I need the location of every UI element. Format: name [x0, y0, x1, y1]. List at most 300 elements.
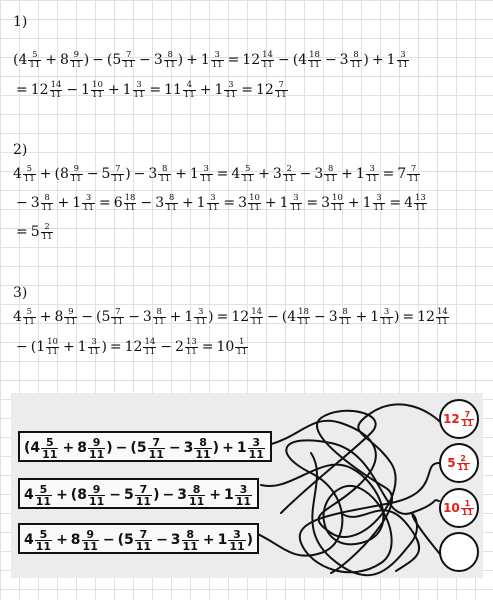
fraction — [88, 338, 101, 357]
numerator: 2 — [283, 165, 296, 175]
numerator: 8 — [182, 529, 199, 541]
math-symbol: ) — [363, 52, 369, 68]
fraction — [235, 484, 252, 507]
mixed-number-whole: 4 — [298, 52, 308, 68]
fraction — [200, 165, 213, 184]
math-operator: = — [306, 195, 319, 211]
numerator: 8 — [153, 308, 166, 318]
numerator: 3 — [200, 165, 213, 175]
mixed-number-whole: 3 — [177, 487, 187, 503]
math-operator: − — [109, 487, 121, 503]
math-symbol: ) — [153, 487, 160, 503]
mixed-number-whole: 5 — [447, 456, 456, 470]
math-operator: − — [160, 339, 173, 355]
denominator: 11 — [166, 202, 177, 213]
mixed-number-whole: 12 — [443, 412, 460, 426]
denominator: 11 — [144, 346, 156, 357]
fraction — [261, 51, 274, 70]
mixed-number-whole: 5 — [112, 52, 122, 68]
fraction — [211, 51, 224, 70]
fraction — [111, 308, 124, 327]
denominator: 11 — [200, 173, 212, 184]
denominator: 11 — [397, 59, 409, 70]
denominator: 11 — [248, 447, 264, 461]
numerator: 13 — [415, 192, 426, 203]
mixed-number-whole: 5 — [101, 166, 111, 182]
fraction — [35, 484, 52, 507]
mixed-number-whole: 3 — [170, 532, 181, 548]
mixed-number-whole: 5 — [124, 532, 134, 548]
math-symbol: ( — [130, 440, 137, 456]
mixed-number-whole: 2 — [175, 339, 184, 355]
mixed-number-whole: 8 — [54, 309, 64, 325]
fraction — [185, 338, 198, 357]
math-operator: = — [149, 82, 162, 98]
numerator: 8 — [164, 51, 177, 61]
denominator: 11 — [153, 316, 165, 327]
numerator: 9 — [70, 165, 83, 175]
math-operator: − — [133, 166, 146, 182]
denominator: 11 — [235, 494, 252, 508]
numerator: 14 — [251, 306, 263, 317]
numerator: 9 — [64, 308, 77, 318]
math-symbol: ) — [106, 440, 113, 456]
numerator: 7 — [135, 484, 152, 496]
numerator: 3 — [290, 194, 303, 204]
math-line — [13, 164, 421, 184]
math-line — [13, 80, 289, 100]
denominator: 11 — [29, 59, 41, 70]
numerator: 3 — [235, 484, 252, 496]
denominator: 11 — [195, 316, 207, 327]
fraction — [82, 529, 99, 552]
denominator: 11 — [188, 494, 205, 508]
math-operator: + — [45, 52, 57, 68]
fraction — [248, 437, 265, 460]
fraction — [82, 194, 95, 213]
math-operator: − — [140, 195, 153, 211]
fraction — [64, 308, 77, 327]
mixed-number-whole: 1 — [196, 195, 206, 211]
mixed-number-whole: 4 — [404, 195, 414, 211]
mixed-number-whole: 5 — [136, 440, 147, 456]
fraction — [182, 529, 199, 552]
numerator: 3 — [366, 165, 379, 175]
numerator: 3 — [373, 194, 386, 204]
math-operator: − — [66, 82, 79, 98]
math-operator: + — [62, 339, 75, 355]
mixed-number-whole: 1 — [386, 52, 396, 68]
denominator: 11 — [183, 89, 195, 100]
denominator: 11 — [436, 316, 448, 327]
fraction — [143, 338, 156, 357]
fraction — [133, 81, 146, 100]
fraction — [46, 338, 59, 357]
math-symbol: ( — [70, 487, 78, 503]
fraction — [70, 51, 83, 70]
fraction — [183, 81, 196, 100]
math-operator: = — [227, 52, 240, 68]
fraction — [153, 308, 166, 327]
numerator: 7 — [111, 165, 124, 175]
mixed-number-whole: 8 — [59, 166, 69, 182]
mixed-number-whole: 3 — [238, 195, 248, 211]
fraction — [207, 194, 220, 213]
math-operator: = — [389, 195, 402, 211]
mixed-number-whole: 1 — [236, 440, 247, 456]
math-symbol: ) — [212, 440, 220, 456]
math-line — [13, 307, 450, 327]
denominator: 11 — [229, 539, 245, 553]
denominator: 11 — [236, 346, 248, 357]
numerator: 18 — [309, 49, 320, 60]
mixed-number-whole: 4 — [231, 166, 241, 182]
mixed-number-whole: 4 — [18, 52, 28, 68]
fraction — [88, 437, 105, 460]
math-operator: + — [371, 52, 384, 68]
math-operator: = — [223, 195, 236, 211]
numerator: 3 — [88, 338, 101, 348]
denominator: 11 — [309, 59, 320, 70]
numerator: 3 — [211, 51, 224, 61]
denominator: 11 — [148, 447, 164, 461]
mixed-number-whole: 12 — [242, 52, 261, 68]
denominator: 11 — [182, 539, 198, 553]
denominator: 11 — [249, 202, 260, 213]
problem-number-2: 2) — [13, 142, 28, 158]
denominator: 11 — [290, 202, 302, 213]
mixed-number-whole: 3 — [321, 195, 331, 211]
denominator: 11 — [262, 59, 273, 70]
math-operator: + — [181, 195, 194, 211]
denominator: 11 — [35, 539, 52, 553]
denominator: 11 — [88, 447, 105, 461]
mixed-number-whole: 1 — [77, 339, 87, 355]
numerator: 3 — [133, 81, 146, 91]
mixed-number-whole: 1 — [189, 166, 199, 182]
fraction — [366, 165, 379, 184]
fraction — [91, 81, 104, 100]
mixed-number-whole: 11 — [164, 82, 182, 98]
math-operator: = — [382, 166, 395, 182]
math-operator: + — [222, 440, 234, 456]
numerator: 8 — [41, 194, 54, 204]
numerator: 8 — [165, 194, 178, 204]
numerator: 10 — [332, 192, 343, 203]
denominator: 11 — [35, 494, 52, 508]
denominator: 11 — [47, 346, 58, 357]
denominator: 11 — [283, 173, 295, 184]
fraction — [248, 194, 261, 213]
math-operator: − — [162, 487, 175, 503]
denominator: 11 — [275, 89, 287, 100]
answer-circle-2 — [439, 443, 479, 483]
math-symbol: ( — [106, 52, 113, 68]
denominator: 11 — [135, 539, 152, 553]
denominator: 11 — [298, 316, 309, 327]
numerator: 8 — [324, 165, 337, 175]
fraction — [350, 51, 363, 70]
fraction — [50, 81, 63, 100]
math-operator: − — [324, 52, 337, 68]
fraction — [380, 308, 393, 327]
numerator: 7 — [122, 51, 135, 61]
fraction — [35, 529, 52, 552]
denominator: 11 — [415, 202, 426, 213]
math-operator: + — [355, 309, 368, 325]
numerator: 7 — [461, 411, 474, 420]
numerator: 7 — [148, 437, 165, 449]
math-operator: − — [115, 440, 128, 456]
mixed-number-whole: 8 — [77, 440, 87, 456]
numerator: 8 — [188, 484, 205, 496]
fraction — [194, 308, 207, 327]
denominator: 11 — [350, 59, 362, 70]
numerator: 1 — [461, 500, 474, 509]
math-operator: − — [92, 52, 104, 68]
mixed-number-whole: 12 — [417, 309, 435, 325]
denominator: 11 — [185, 346, 197, 357]
mixed-number-whole: 1 — [81, 82, 91, 98]
numerator: 10 — [249, 192, 260, 203]
fraction — [88, 484, 105, 507]
fraction — [135, 529, 152, 552]
math-operator: + — [39, 166, 52, 182]
denominator: 11 — [41, 202, 53, 213]
math-symbol: ) — [208, 309, 214, 325]
numerator: 5 — [28, 51, 41, 61]
numerator: 7 — [135, 529, 152, 541]
numerator: 9 — [88, 437, 105, 449]
denominator: 11 — [41, 231, 53, 242]
math-operator: + — [56, 487, 68, 503]
numerator: 8 — [158, 165, 171, 175]
denominator: 11 — [211, 59, 223, 70]
numerator: 3 — [194, 308, 207, 318]
fraction — [283, 165, 296, 184]
fraction — [158, 165, 171, 184]
mixed-number-whole: 4 — [24, 532, 34, 548]
math-symbol: ) — [125, 166, 131, 182]
mixed-number-whole: 12 — [255, 82, 274, 98]
denominator: 11 — [251, 316, 263, 327]
mixed-number-whole: 6 — [113, 195, 123, 211]
math-symbol: ( — [13, 52, 19, 68]
mixed-number-whole: 3 — [272, 166, 282, 182]
numerator: 5 — [23, 165, 36, 175]
math-operator: = — [16, 224, 28, 240]
math-operator: = — [201, 339, 214, 355]
math-line — [13, 50, 410, 70]
math-line — [13, 193, 428, 213]
math-symbol: ( — [24, 440, 31, 456]
denominator: 11 — [195, 447, 211, 461]
math-operator: = — [241, 82, 253, 98]
denominator: 11 — [408, 173, 420, 184]
math-operator: + — [57, 195, 70, 211]
mixed-number-whole: 1 — [214, 82, 224, 98]
fraction — [235, 338, 248, 357]
math-line — [13, 222, 54, 242]
math-symbol: ) — [393, 309, 400, 325]
numerator: 3 — [397, 51, 410, 61]
math-symbol: ( — [30, 339, 37, 355]
math-operator: + — [175, 166, 187, 182]
mixed-number-whole: 8 — [70, 532, 81, 548]
math-operator: + — [264, 195, 277, 211]
fraction — [194, 437, 211, 460]
mixed-number-whole: 3 — [142, 309, 152, 325]
numerator: 9 — [88, 484, 105, 496]
mixed-number-whole: 1 — [362, 195, 372, 211]
fraction — [436, 308, 449, 327]
fraction — [407, 165, 420, 184]
mixed-number-whole: 1 — [279, 195, 289, 211]
denominator: 11 — [23, 173, 35, 184]
denominator: 11 — [366, 173, 378, 184]
denominator: 11 — [159, 173, 171, 184]
numerator: 5 — [23, 308, 36, 318]
math-operator: − — [128, 309, 140, 325]
mixed-number-whole: 3 — [314, 166, 324, 182]
denominator: 11 — [135, 494, 152, 508]
fraction — [228, 529, 245, 552]
math-symbol: ) — [83, 52, 90, 68]
fraction — [297, 308, 310, 327]
fraction — [241, 165, 254, 184]
denominator: 11 — [133, 89, 145, 100]
numerator: 8 — [339, 308, 352, 318]
math-operator: − — [16, 195, 28, 211]
numerator: 5 — [41, 437, 58, 449]
numerator: 7 — [407, 165, 420, 175]
math-operator: − — [168, 440, 181, 456]
fraction — [339, 308, 352, 327]
numerator: 13 — [185, 336, 197, 347]
math-operator: = — [16, 82, 28, 98]
numerator: 3 — [380, 308, 393, 318]
denominator: 11 — [457, 463, 469, 472]
fraction — [111, 165, 124, 184]
denominator: 11 — [339, 316, 351, 327]
mixed-number-whole: 3 — [153, 52, 163, 68]
math-line — [13, 337, 249, 357]
math-operator: + — [258, 166, 270, 182]
denominator: 11 — [82, 539, 98, 553]
denominator: 11 — [332, 202, 343, 213]
mixed-number-whole: 8 — [59, 52, 69, 68]
mixed-number-whole: 12 — [124, 339, 143, 355]
numerator: 7 — [275, 81, 288, 91]
mixed-number-whole: 3 — [155, 195, 165, 211]
mixed-number-whole: 7 — [397, 166, 407, 182]
numerator: 10 — [92, 79, 103, 90]
problem-number-1: 1) — [13, 14, 28, 30]
denominator: 11 — [50, 89, 62, 100]
fraction — [250, 308, 263, 327]
numerator: 5 — [35, 484, 52, 496]
numerator: 14 — [50, 79, 62, 90]
numerator: 8 — [350, 51, 363, 61]
fraction — [457, 455, 470, 472]
fraction — [122, 51, 135, 70]
fraction — [28, 51, 41, 70]
fraction — [124, 194, 137, 213]
math-operator: + — [169, 309, 182, 325]
math-symbol: ( — [117, 532, 124, 548]
math-operator: + — [202, 532, 215, 548]
math-symbol: ) — [246, 532, 254, 548]
math-operator: − — [139, 52, 151, 68]
numerator: 3 — [82, 194, 95, 204]
mixed-number-whole: 1 — [122, 82, 132, 98]
numerator: 3 — [224, 81, 237, 91]
mixed-number-whole: 4 — [13, 309, 22, 325]
numerator: 9 — [82, 529, 99, 541]
denominator: 11 — [461, 508, 473, 517]
denominator: 11 — [88, 494, 105, 508]
math-operator: = — [98, 195, 111, 211]
numerator: 10 — [47, 336, 58, 347]
math-operator: + — [39, 309, 52, 325]
mixed-number-whole: 1 — [36, 339, 46, 355]
numerator: 5 — [241, 165, 254, 175]
mixed-number-whole: 1 — [224, 487, 234, 503]
mixed-number-whole: 4 — [287, 309, 297, 325]
math-operator: − — [313, 309, 326, 325]
answer-circle-4 — [439, 532, 479, 572]
denominator: 11 — [112, 173, 124, 184]
mixed-number-whole: 12 — [30, 82, 49, 98]
fraction — [23, 165, 36, 184]
fraction — [290, 194, 303, 213]
problem-number-3: 3) — [13, 285, 28, 301]
answer-circle-3 — [439, 488, 479, 528]
mixed-number-whole: 12 — [231, 309, 250, 325]
denominator: 11 — [207, 202, 219, 213]
fraction — [165, 194, 178, 213]
math-symbol: ( — [292, 52, 299, 68]
numerator: 8 — [194, 437, 211, 449]
expression-box-1 — [18, 431, 272, 462]
math-operator: = — [109, 339, 122, 355]
math-operator: + — [347, 195, 360, 211]
math-symbol: ( — [95, 309, 102, 325]
numerator: 5 — [35, 529, 52, 541]
fraction — [331, 194, 344, 213]
numerator: 14 — [436, 306, 448, 317]
fraction — [397, 51, 410, 70]
fraction — [414, 194, 427, 213]
denominator: 11 — [164, 59, 176, 70]
math-operator: = — [402, 309, 415, 325]
math-symbol: ( — [281, 309, 288, 325]
fraction — [308, 51, 321, 70]
denominator: 11 — [123, 59, 135, 70]
denominator: 11 — [42, 447, 58, 461]
mixed-number-whole: 1 — [184, 309, 194, 325]
mixed-number-whole: 5 — [124, 487, 134, 503]
denominator: 11 — [325, 173, 337, 184]
expression-box-3 — [18, 523, 259, 554]
answer-circle-1 — [439, 399, 479, 439]
math-operator: + — [341, 166, 353, 182]
numerator: 3 — [228, 529, 245, 541]
math-operator: + — [56, 532, 68, 548]
fraction — [164, 51, 177, 70]
math-operator: = — [216, 309, 229, 325]
fraction — [275, 81, 288, 100]
